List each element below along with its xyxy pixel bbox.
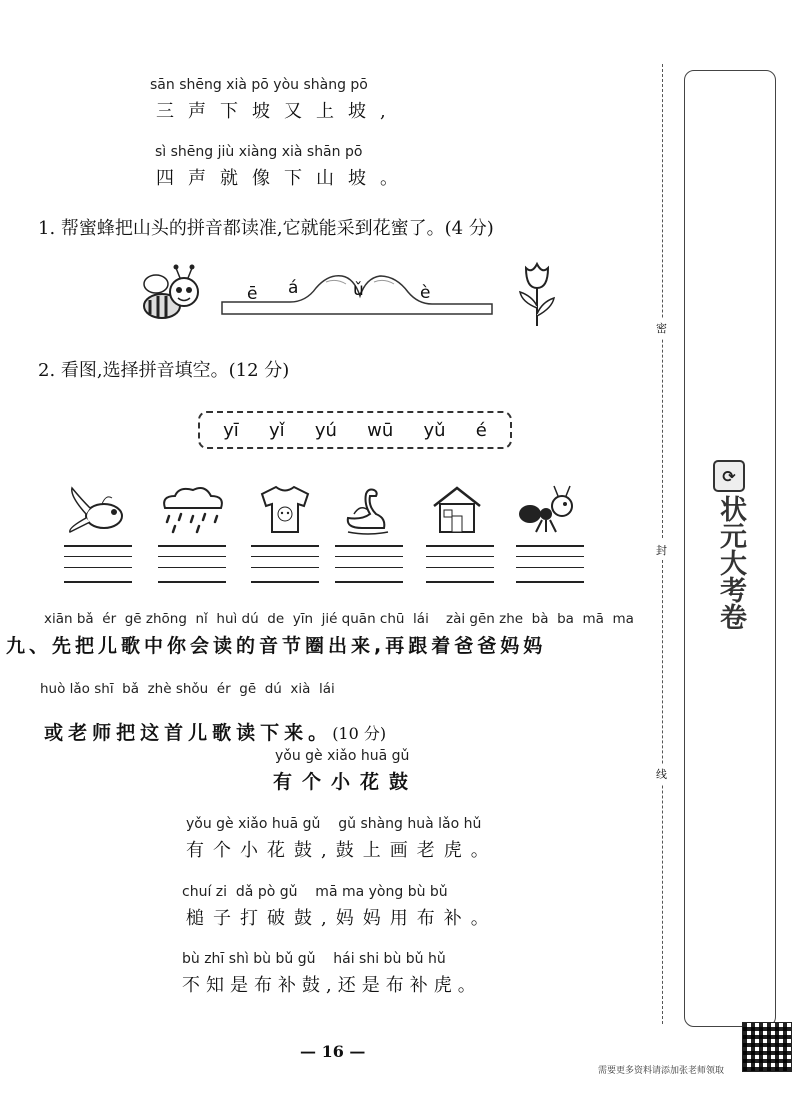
house-icon	[430, 484, 484, 534]
brand-logo-icon: ⟳	[713, 460, 745, 492]
brand-title: 状元大考卷	[715, 495, 746, 630]
section9-line1-pinyin: xiān bǎ ér gē zhōng nǐ huì dú de yīn jié quān chū lái zài gēn zhe bà ba mā ma	[44, 611, 634, 627]
writing-box-2[interactable]	[158, 545, 226, 583]
question-1-text: 1. 帮蜜蜂把山头的拼音都读准,它就能采到花蜜了。(4 分)	[38, 218, 494, 239]
writing-box-3[interactable]	[251, 545, 319, 583]
choice-3: yú	[314, 419, 337, 441]
seal-mark-2: 封	[656, 540, 667, 560]
song-line2-text: 槌子打破鼓,妈妈用布补。	[186, 908, 498, 929]
poem-line2-pinyin: sì shēng jiù xiàng xià shān pō	[155, 144, 363, 160]
poem-line2-text: 四声就像下山坡。	[156, 168, 412, 189]
poem-line1-pinyin: sān shēng xià pō yòu shàng pō	[150, 77, 368, 93]
section9-line2	[34, 699, 386, 745]
song-line3-text: 不知是布补鼓,还是布补虎。	[182, 975, 482, 996]
choice-5: yǔ	[423, 419, 446, 441]
pinyin-choice-box	[198, 411, 512, 449]
section9-score: (10 分)	[332, 724, 387, 743]
song-line2-pinyin: chuí zi dǎ pò gǔ mā ma yòng bù bǔ	[182, 884, 448, 900]
song-line1-pinyin: yǒu gè xiǎo huā gǔ gǔ shàng huà lǎo hǔ	[186, 816, 482, 832]
qr-code-icon	[742, 1022, 792, 1072]
choice-6: é	[475, 419, 487, 441]
tone-syllable-1: ē	[247, 284, 258, 304]
tone-syllable-3: ǔ	[353, 280, 364, 300]
section9-line1-text: 九、先把儿歌中你会读的音节圈出来,再跟着爸爸妈妈	[6, 635, 547, 657]
tone-syllable-4: è	[420, 283, 431, 303]
choice-1: yī	[223, 419, 239, 441]
song-title: 有个小花鼓	[273, 771, 419, 793]
ant-icon	[516, 484, 578, 534]
seal-mark-1: 密	[656, 318, 667, 338]
flower-icon	[514, 260, 560, 328]
shirt-icon	[258, 484, 312, 534]
bee-icon	[128, 262, 212, 328]
song-line3-pinyin: bù zhī shì bù bǔ gǔ hái shi bù bǔ hǔ	[182, 951, 446, 967]
writing-box-1[interactable]	[64, 545, 132, 583]
question-2-text: 2. 看图,选择拼音填空。(12 分)	[38, 360, 290, 381]
song-line1-text: 有个小花鼓,鼓上画老虎。	[186, 840, 498, 861]
tone-syllable-2: á	[288, 278, 299, 298]
choice-4: wū	[367, 419, 394, 441]
swan-icon	[340, 484, 396, 536]
section9-line2-text: 或老师把这首儿歌读下来。	[44, 722, 333, 744]
writing-box-5[interactable]	[426, 545, 494, 583]
writing-box-6[interactable]	[516, 545, 584, 583]
section9-line2-pinyin: huò lǎo shī bǎ zhè shǒu ér gē dú xià lái	[40, 681, 335, 697]
page-number: — 16 —	[300, 1042, 366, 1061]
song-title-pinyin: yǒu gè xiǎo huā gǔ	[275, 748, 410, 764]
writing-box-4[interactable]	[335, 545, 403, 583]
rain-cloud-icon	[155, 484, 231, 534]
seal-mark-3: 线	[656, 764, 667, 784]
poem-line1-text: 三声下坡又上坡,	[156, 101, 400, 122]
choice-2: yǐ	[268, 419, 285, 441]
footer-note: 需要更多资料请添加张老师领取	[598, 1066, 725, 1076]
goldfish-icon	[62, 484, 132, 534]
